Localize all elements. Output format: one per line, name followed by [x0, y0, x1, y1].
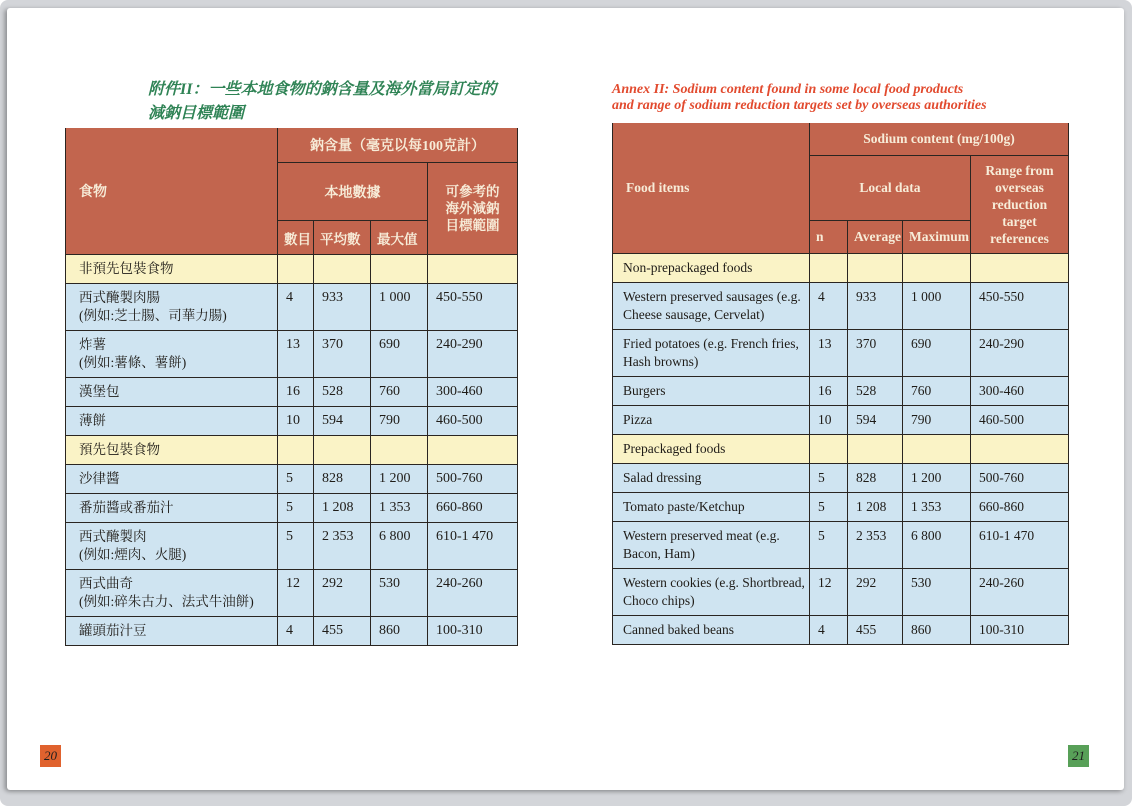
column-header-food: 食物	[66, 128, 278, 255]
average-value-cell: 370	[848, 330, 903, 377]
food-item-label: 番茄醬或番茄汁	[79, 500, 174, 515]
average-value-cell	[314, 255, 371, 284]
range-value-cell: 660-860	[971, 493, 1069, 522]
annex-title-chinese	[148, 78, 588, 126]
average-value-cell: 828	[848, 464, 903, 493]
range-value-cell: 610-1 470	[428, 523, 518, 570]
food-data-row	[613, 464, 1069, 493]
table-body-chinese	[66, 255, 518, 646]
food-item-label: Western preserved meat (e.g. Bacon, Ham)	[623, 528, 780, 561]
food-item-label: Western cookies (e.g. Shortbread, Choco chips)	[623, 575, 805, 608]
average-value-cell: 1 208	[314, 494, 371, 523]
average-value-cell: 933	[848, 283, 903, 330]
average-value-cell: 455	[314, 617, 371, 646]
food-item-cell	[66, 284, 278, 331]
column-group-sodium-content: Sodium content (mg/100g)	[810, 123, 1069, 156]
n-value-cell: 5	[278, 465, 314, 494]
maximum-value-cell: 790	[371, 407, 428, 436]
range-value-cell: 610-1 470	[971, 522, 1069, 569]
food-item-label: Pizza	[623, 412, 653, 427]
n-value-cell: 5	[278, 494, 314, 523]
food-item-label: Fried potatoes (e.g. French fries, Hash browns)	[623, 336, 799, 369]
section-header-label: Non-prepackaged foods	[623, 260, 753, 275]
average-value-cell	[848, 435, 903, 464]
food-data-row	[613, 283, 1069, 330]
annex-title-english	[612, 82, 1092, 114]
food-item-label: 西式醃製肉腸	[79, 290, 160, 305]
section-header-row	[66, 436, 518, 465]
range-header-line: reduction	[991, 197, 1048, 212]
section-header-label: 非預先包裝食物	[79, 261, 174, 276]
maximum-value-cell: 860	[371, 617, 428, 646]
food-item-label: Burgers	[623, 383, 666, 398]
average-value-cell: 370	[314, 331, 371, 378]
section-header-label: Prepackaged foods	[623, 441, 726, 456]
average-value-cell: 1 208	[848, 493, 903, 522]
column-header-maximum: Maximum	[903, 221, 971, 254]
n-value-cell: 5	[810, 464, 848, 493]
food-data-row	[613, 330, 1069, 377]
range-value-cell: 500-760	[428, 465, 518, 494]
average-value-cell: 292	[848, 569, 903, 616]
column-header-maximum: 最大值	[371, 221, 428, 255]
food-item-example: (例如:芝士腸、司華力腸)	[79, 308, 227, 323]
section-header-label: 預先包裝食物	[79, 442, 160, 457]
food-item-label: 罐頭茄汁豆	[79, 623, 147, 638]
maximum-value-cell: 1 200	[903, 464, 971, 493]
range-value-cell: 660-860	[428, 494, 518, 523]
average-value-cell	[848, 254, 903, 283]
n-value-cell	[278, 436, 314, 465]
range-value-cell	[428, 436, 518, 465]
sodium-table-chinese	[65, 128, 518, 646]
maximum-value-cell: 1 000	[903, 283, 971, 330]
n-value-cell: 10	[278, 407, 314, 436]
food-item-cell	[613, 283, 810, 330]
range-value-cell	[971, 435, 1069, 464]
column-header-overseas-range	[428, 163, 518, 255]
n-value-cell: 4	[810, 283, 848, 330]
food-item-cell	[613, 493, 810, 522]
annex-title-english-line2: and range of sodium reduction targets set by overseas authorities	[612, 98, 987, 113]
range-value-cell: 240-290	[428, 331, 518, 378]
range-value-cell	[971, 254, 1069, 283]
food-data-row	[66, 523, 518, 570]
section-header-row	[66, 255, 518, 284]
range-value-cell: 240-290	[971, 330, 1069, 377]
section-header-row	[613, 435, 1069, 464]
n-value-cell: 16	[278, 378, 314, 407]
n-value-cell	[278, 255, 314, 284]
food-item-cell	[66, 570, 278, 617]
food-item-cell	[66, 494, 278, 523]
range-header-line: 海外減鈉	[445, 201, 500, 216]
average-value-cell: 594	[314, 407, 371, 436]
maximum-value-cell: 690	[903, 330, 971, 377]
food-item-cell	[613, 330, 810, 377]
food-data-row	[613, 616, 1069, 645]
maximum-value-cell	[903, 435, 971, 464]
document-page-spread	[7, 8, 1124, 790]
maximum-value-cell: 790	[903, 406, 971, 435]
n-value-cell: 10	[810, 406, 848, 435]
n-value-cell: 13	[810, 330, 848, 377]
range-header-line: 可參考的	[445, 184, 500, 199]
average-value-cell: 455	[848, 616, 903, 645]
header-row-1	[66, 128, 518, 163]
annex-title-english-line1: Annex II: Sodium content found in some local food products	[612, 82, 964, 97]
section-header-row	[613, 254, 1069, 283]
food-data-row	[66, 494, 518, 523]
n-value-cell: 16	[810, 377, 848, 406]
column-header-n: n	[810, 221, 848, 254]
column-group-local-data: Local data	[810, 156, 971, 221]
range-header-line: Range from	[985, 163, 1054, 178]
column-group-sodium-content: 鈉含量（毫克以每100克計）	[278, 128, 518, 163]
range-value-cell: 450-550	[428, 284, 518, 331]
food-item-label: 漢堡包	[79, 384, 120, 399]
n-value-cell: 12	[810, 569, 848, 616]
average-value-cell: 828	[314, 465, 371, 494]
food-data-row	[66, 570, 518, 617]
food-item-label: 沙律醬	[79, 471, 120, 486]
column-header-average: Average	[848, 221, 903, 254]
range-value-cell: 460-500	[971, 406, 1069, 435]
n-value-cell: 4	[278, 617, 314, 646]
food-data-row	[66, 378, 518, 407]
food-item-cell	[613, 616, 810, 645]
range-value-cell: 300-460	[971, 377, 1069, 406]
food-data-row	[66, 284, 518, 331]
maximum-value-cell	[903, 254, 971, 283]
column-header-average: 平均數	[314, 221, 371, 255]
range-value-cell: 300-460	[428, 378, 518, 407]
annex-title-chinese-line1: 附件II：一些本地食物的鈉含量及海外當局訂定的	[148, 81, 497, 98]
food-item-cell	[66, 331, 278, 378]
n-value-cell: 5	[810, 522, 848, 569]
food-item-cell	[66, 436, 278, 465]
maximum-value-cell: 6 800	[903, 522, 971, 569]
range-header-line: 目標範圍	[445, 218, 500, 233]
average-value-cell	[314, 436, 371, 465]
food-item-cell	[66, 255, 278, 284]
range-value-cell: 100-310	[428, 617, 518, 646]
page-number-badge-left: 20	[40, 745, 61, 767]
n-value-cell	[810, 254, 848, 283]
annex-title-chinese-line2: 減鈉目標範圍	[148, 105, 245, 122]
average-value-cell: 2 353	[848, 522, 903, 569]
column-header-food: Food items	[613, 123, 810, 254]
average-value-cell: 528	[848, 377, 903, 406]
range-value-cell: 240-260	[428, 570, 518, 617]
maximum-value-cell: 760	[903, 377, 971, 406]
average-value-cell: 528	[314, 378, 371, 407]
food-data-row	[613, 569, 1069, 616]
range-value-cell: 100-310	[971, 616, 1069, 645]
maximum-value-cell: 530	[903, 569, 971, 616]
food-item-cell	[66, 465, 278, 494]
food-item-cell	[66, 617, 278, 646]
maximum-value-cell: 690	[371, 331, 428, 378]
average-value-cell: 594	[848, 406, 903, 435]
n-value-cell: 13	[278, 331, 314, 378]
maximum-value-cell	[371, 255, 428, 284]
food-item-label: Tomato paste/Ketchup	[623, 499, 745, 514]
food-item-cell	[613, 522, 810, 569]
maximum-value-cell: 1 353	[371, 494, 428, 523]
food-data-row	[66, 407, 518, 436]
food-item-label: 炸薯	[79, 337, 106, 352]
header-row-1	[613, 123, 1069, 156]
food-item-cell	[66, 523, 278, 570]
food-item-cell	[613, 254, 810, 283]
food-item-label: Canned baked beans	[623, 622, 734, 637]
page-number-badge-right: 21	[1068, 745, 1089, 767]
food-item-label: 西式醃製肉	[79, 529, 147, 544]
n-value-cell: 5	[278, 523, 314, 570]
food-data-row	[613, 493, 1069, 522]
maximum-value-cell: 1 200	[371, 465, 428, 494]
n-value-cell: 5	[810, 493, 848, 522]
food-data-row	[66, 617, 518, 646]
range-value-cell: 500-760	[971, 464, 1069, 493]
food-data-row	[613, 377, 1069, 406]
maximum-value-cell: 860	[903, 616, 971, 645]
food-item-example: (例如:碎朱古力、法式牛油餅)	[79, 594, 254, 609]
food-item-example: (例如:煙肉、火腿)	[79, 547, 187, 562]
maximum-value-cell: 530	[371, 570, 428, 617]
range-value-cell: 240-260	[971, 569, 1069, 616]
n-value-cell: 12	[278, 570, 314, 617]
average-value-cell: 2 353	[314, 523, 371, 570]
food-item-label: Western preserved sausages (e.g. Cheese sausage, Cervelat)	[623, 289, 801, 322]
food-item-cell	[66, 378, 278, 407]
range-header-line: target references	[990, 214, 1049, 246]
food-item-label: 薄餅	[79, 413, 106, 428]
table-body-english	[613, 254, 1069, 645]
range-value-cell: 450-550	[971, 283, 1069, 330]
food-item-cell	[613, 569, 810, 616]
food-data-row	[66, 465, 518, 494]
food-item-cell	[613, 406, 810, 435]
food-item-label: Salad dressing	[623, 470, 702, 485]
n-value-cell	[810, 435, 848, 464]
n-value-cell: 4	[810, 616, 848, 645]
maximum-value-cell	[371, 436, 428, 465]
food-data-row	[66, 331, 518, 378]
food-item-cell	[613, 464, 810, 493]
maximum-value-cell: 1 000	[371, 284, 428, 331]
maximum-value-cell: 1 353	[903, 493, 971, 522]
range-value-cell: 460-500	[428, 407, 518, 436]
maximum-value-cell: 6 800	[371, 523, 428, 570]
range-header-line: overseas	[995, 180, 1044, 195]
food-data-row	[613, 522, 1069, 569]
column-header-n: 數目	[278, 221, 314, 255]
n-value-cell: 4	[278, 284, 314, 331]
column-header-overseas-range	[971, 156, 1069, 254]
average-value-cell: 292	[314, 570, 371, 617]
food-item-cell	[66, 407, 278, 436]
average-value-cell: 933	[314, 284, 371, 331]
food-item-label: 西式曲奇	[79, 576, 133, 591]
sodium-table-english	[612, 123, 1069, 645]
food-data-row	[613, 406, 1069, 435]
column-group-local-data: 本地數據	[278, 163, 428, 221]
food-item-cell	[613, 377, 810, 406]
range-value-cell	[428, 255, 518, 284]
food-item-cell	[613, 435, 810, 464]
maximum-value-cell: 760	[371, 378, 428, 407]
food-item-example: (例如:薯條、薯餅)	[79, 355, 187, 370]
